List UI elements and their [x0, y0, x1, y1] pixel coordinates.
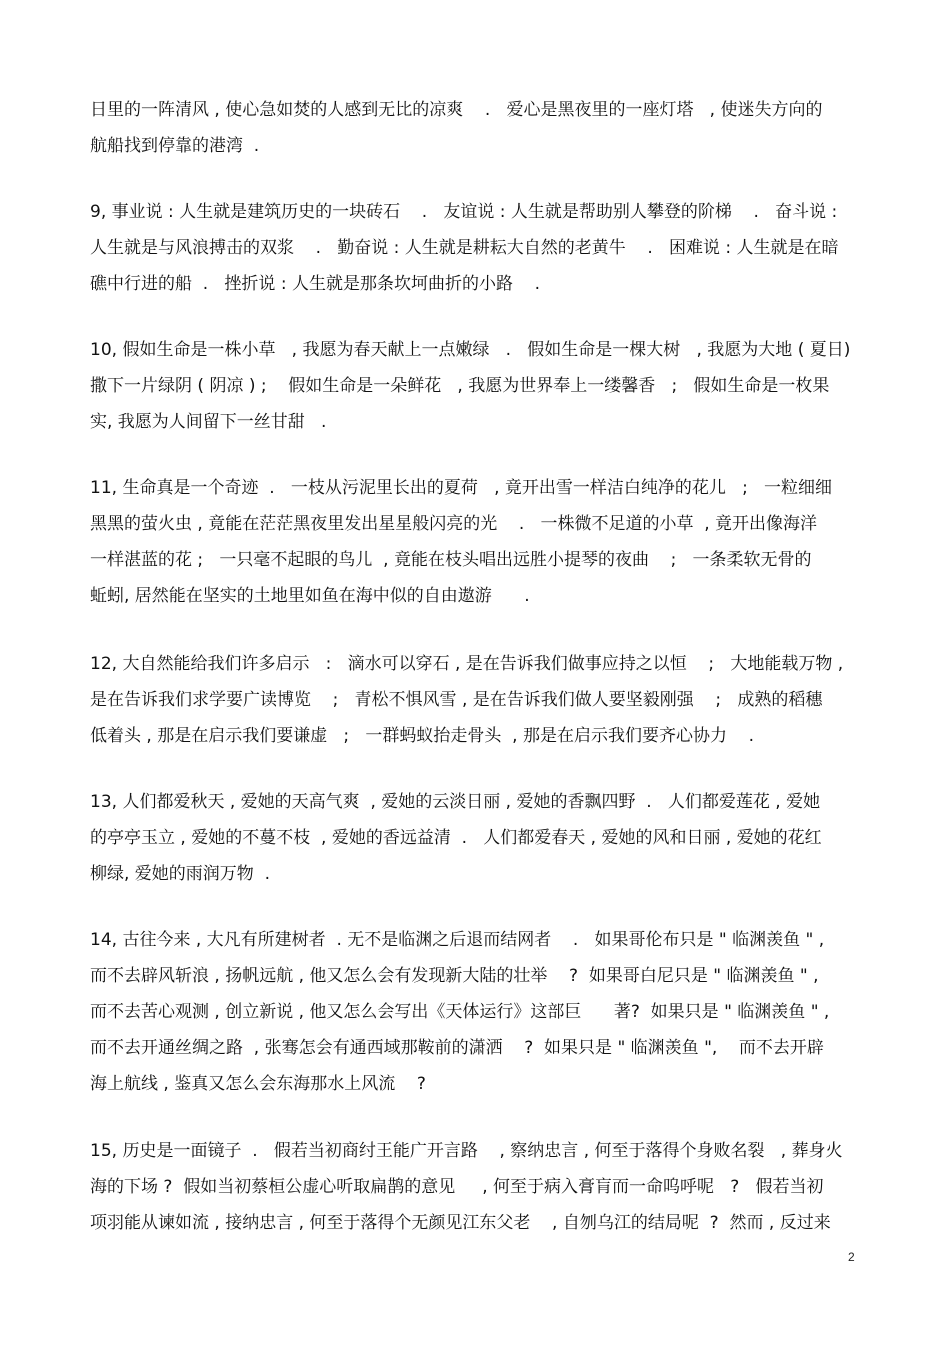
- text-line: 航船找到停靠的港湾 .: [90, 136, 260, 156]
- text-line: 14, 古往今来 , 大凡有所建树者 . 无不是临渊之后退而结网者 . 如果哥伦布只是 " 临渊羡鱼 " ,: [90, 930, 825, 950]
- text-line: 海上航线 , 鉴真又怎么会东海那水上风流 ?: [90, 1074, 426, 1094]
- paragraph-10: [90, 332, 880, 440]
- text-line: 9, 事业说 : 人生就是建筑历史的一块砖石 . 友谊说 : 人生就是帮助别人攀登的阶梯 . 奋斗说 :: [90, 202, 838, 222]
- text-line: 一样湛蓝的花 ; 一只毫不起眼的鸟儿 , 竟能在枝头唱出远胜小提琴的夜曲 ; 一条柔软无骨的: [90, 550, 812, 570]
- paragraph-13: [90, 784, 880, 892]
- text-line: 撒下一片绿阴 ( 阴凉 ) ; 假如生命是一朵鲜花 , 我愿为世界奉上一缕馨香 ; 假如生命是一枚果: [90, 376, 830, 396]
- text-line: 实, 我愿为人间留下一丝甘甜 .: [90, 412, 327, 432]
- text-line: 低着头 , 那是在启示我们要谦虚 ; 一群蚂蚁抬走骨头 , 那是在启示我们要齐心协力 .: [90, 726, 754, 746]
- text-line: 15, 历史是一面镜子 . 假若当初商纣王能广开言路 , 察纳忠言 , 何至于落得个身败名裂 , 葬身火: [90, 1141, 843, 1161]
- text-line: 项羽能从谏如流 , 接纳忠言 , 何至于落得个无颜见江东父老 , 自刎乌江的结局呢 ? 然而 , 反过来: [90, 1213, 831, 1233]
- text-line: 海的下场 ? 假如当初蔡桓公虚心听取扁鹊的意见 , 何至于病入膏肓而一命呜呼呢 ? 假若当初: [90, 1177, 824, 1197]
- text-line: 12, 大自然能给我们许多启示 : 滴水可以穿石 , 是在告诉我们做事应持之以恒 ; 大地能载万物 ,: [90, 654, 844, 674]
- paragraph-14: [90, 922, 880, 1102]
- text-line: 的亭亭玉立 , 爱她的不蔓不枝 , 爱她的香远益清 . 人们都爱春天 , 爱她的风和日丽 , 爱她的花红: [90, 828, 822, 848]
- text-line: 人生就是与风浪搏击的双浆 . 勤奋说 : 人生就是耕耘大自然的老黄牛 . 困难说 : 人生就是在暗: [90, 238, 839, 258]
- text-line: 柳绿, 爱她的雨润万物 .: [90, 864, 271, 884]
- text-line: 而不去开通丝绸之路 , 张骞怎会有通西域那鞍前的潇洒 ? 如果只是 " 临渊羡鱼 ", 而不去开辟: [90, 1038, 824, 1058]
- text-line: 13, 人们都爱秋天 , 爱她的天高气爽 , 爱她的云淡日丽 , 爱她的香飘四野 . 人们都爱莲花 , 爱她: [90, 792, 821, 812]
- text-line: 礁中行进的船 . 挫折说 : 人生就是那条坎坷曲折的小路 .: [90, 274, 540, 294]
- paragraph-9: [90, 194, 880, 302]
- paragraph-11: [90, 470, 880, 614]
- text-line: 日里的一阵清风 , 使心急如焚的人感到无比的凉爽 . 爱心是黑夜里的一座灯塔 , 使迷失方向的: [90, 100, 823, 120]
- page-number: 2: [848, 1250, 855, 1264]
- text-line: 而不去苦心观测 , 创立新说 , 他又怎么会写出《天体运行》这部巨 著? 如果只是 " 临渊羡鱼 " ,: [90, 1002, 830, 1022]
- text-line: 而不去辟风斩浪 , 扬帆远航 , 他又怎么会有发现新大陆的壮举 ? 如果哥白尼只是 " 临渊羡鱼 " ,: [90, 966, 819, 986]
- text-line: 是在告诉我们求学要广读博览 ; 青松不惧风雪 , 是在告诉我们做人要坚毅刚强 ; 成熟的稻穗: [90, 690, 823, 710]
- paragraph-12: [90, 646, 880, 754]
- paragraph-15: [90, 1133, 880, 1241]
- text-line: 蚯蚓, 居然能在坚实的土地里如鱼在海中似的自由遨游 .: [90, 586, 530, 606]
- text-line: 10, 假如生命是一株小草 , 我愿为春天献上一点嫩绿 . 假如生命是一棵大树 , 我愿为大地 ( 夏日): [90, 340, 851, 360]
- text-line: 11, 生命真是一个奇迹 . 一枝从污泥里长出的夏荷 , 竟开出雪一样洁白纯净的花儿 ; 一粒细细: [90, 478, 833, 498]
- text-line: 黑黑的萤火虫 , 竟能在茫茫黑夜里发出星星般闪亮的光 . 一株微不足道的小草 , 竟开出像海洋: [90, 514, 818, 534]
- paragraph-8-continued: [90, 92, 880, 164]
